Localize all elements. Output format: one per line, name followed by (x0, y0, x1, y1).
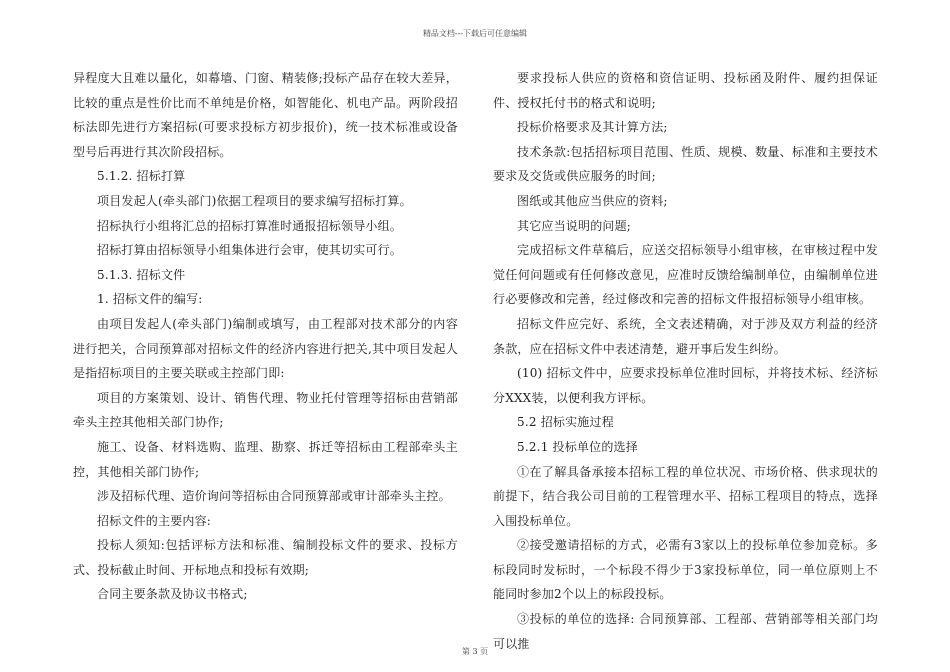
paragraph: 1. 招标文件的编写: (97, 292, 203, 307)
paragraph: (10) 招标文件中，应要求投标单位准时回标，并将技术标、经济标分XXX装，以便利我方评标。 (493, 366, 878, 405)
paragraph: 合同主要条款及协议书格式; (97, 587, 248, 602)
paragraph: ③投标的单位的选择: 合同预算部、工程部、营销部等相关部门均可以推 (493, 612, 878, 651)
paragraph: 5.1.2. 招标打算 (97, 169, 186, 184)
paragraph: 招标执行小组将汇总的招标打算准时通报招标领导小组。 (97, 218, 403, 233)
left-column (73, 66, 458, 607)
paragraph: 技术条款:包括招标项目范围、性质、规模、数量、标准和主要技术要求及交货或供应服务的时间; (493, 144, 878, 184)
paragraph: 要求投标人供应的资格和资信证明、投标函及附件、履约担保证件、授权托付书的格式和说明; (493, 71, 878, 110)
right-column (493, 66, 878, 656)
paragraph: 完成招标文件草稿后，应送交招标领导小组审核，在审核过程中发觉任何问题或有任何修改意见，应准时反馈给编制单位，由编制单位进行必要修改和完善，经过修改和完善的招标文件报招标领导小组审核。 (493, 243, 878, 307)
page-footer: 第 3 页 (461, 647, 489, 656)
paragraph: ②接受邀请招标的方式，必需有3家以上的投标单位参加竞标。多标段同时发标时，一个标段不得少于3家投标单位，同一单位原则上不能同时参加2个以上的标段投标。 (493, 538, 878, 602)
paragraph: 招标打算由招标领导小组集体进行会审，使其切实可行。 (97, 243, 403, 258)
paragraph: 其它应当说明的问题; (517, 218, 632, 233)
paragraph: 投标价格要求及其计算方法; (517, 120, 668, 135)
paragraph: 图纸或其他应当供应的资料; (517, 193, 668, 208)
paragraph: 5.2 招标实施过程 (517, 415, 614, 430)
paragraph: 招标文件的主要内容: (97, 513, 212, 528)
paragraph: 投标人须知:包括评标方法和标准、编制投标文件的要求、投标方式、投标截止时间、开标地点和投标有效期; (73, 538, 458, 577)
paragraph: 项目的方案策划、设计、销售代理、物业托付管理等招标由营销部牵头主控其他相关部门协作; (73, 390, 458, 430)
paragraph: ①在了解具备承接本招标工程的单位状况、市场价格、供求现状的前提下，结合我公司目前的工程管理水平、招标工程项目的特点，选择入围投标单位。 (493, 464, 878, 528)
paragraph: 涉及招标代理、造价询问等招标由合同预算部或审计部牵头主控。 (97, 489, 451, 504)
paragraph: 施工、设备、材料选购、监理、勘察、拆迁等招标由工程部牵头主控，其他相关部门协作; (73, 439, 458, 479)
paragraph: 项目发起人(牵头部门)依据工程项目的要求编写招标打算。 (97, 193, 412, 208)
paragraph: 5.1.3. 招标文件 (97, 267, 186, 282)
page-header: 精品文档---下载后可任意编辑 (422, 29, 528, 38)
paragraph: 招标文件应完好、系统，全文表述精确，对于涉及双方利益的经济条款，应在招标文件中表述清楚，避开事后发生纠纷。 (493, 316, 878, 356)
paragraph: 5.2.1 投标单位的选择 (517, 439, 638, 454)
paragraph: 由项目发起人(牵头部门)编制或填写，由工程部对技术部分的内容进行把关，合同预算部对招标文件的经济内容进行把关,其中项目发起人是指招标项目的主要关联或主控部门即: (73, 316, 458, 381)
paragraph: 异程度大且难以量化，如幕墙、门窗、精装修;投标产品存在较大差异，比较的重点是性价比而不单纯是价格，如智能化、机电产品。两阶段招标法即先进行方案招标(可要求投标方初步报价)，统一技术标准或设备型号后再进行其次阶段招标。 (73, 71, 458, 159)
